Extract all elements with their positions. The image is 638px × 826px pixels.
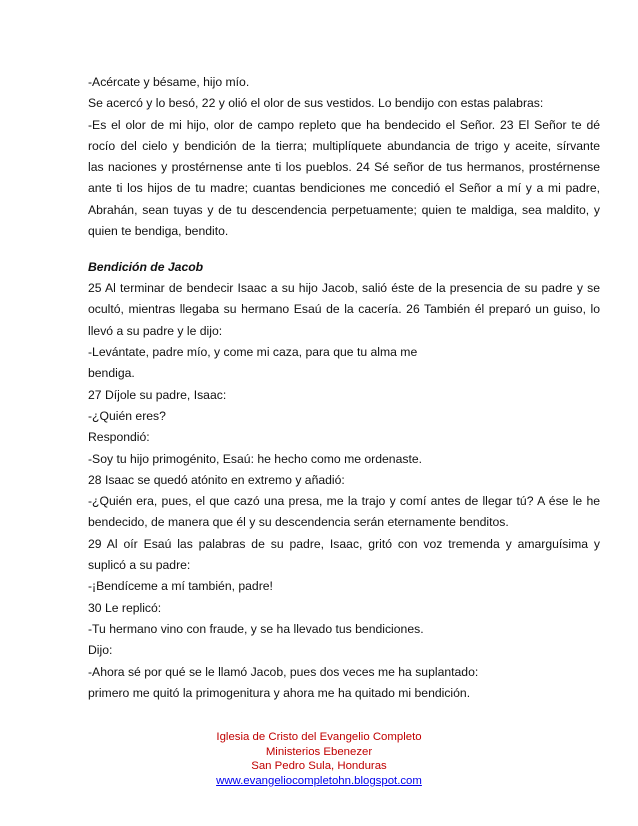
text-line: bendecido, de manera que él y su descendencia serán eternamente benditos. <box>88 515 509 530</box>
text-line: -Soy tu hijo primogénito, Esaú: he hecho como me ordenaste. <box>88 451 422 466</box>
page-footer <box>0 730 638 788</box>
text-line: 25 Al terminar de bendecir Isaac a su hijo Jacob, salió éste de la presencia de su padre y se <box>88 281 600 296</box>
text-line: -Levántate, padre mío, y come mi caza, para que tu alma me <box>88 345 418 360</box>
footer-location: San Pedro Sula, Honduras <box>251 760 387 773</box>
page-body <box>88 72 600 704</box>
text-line: 29 Al oír Esaú las palabras de su padre, Isaac, gritó con voz tremenda y amarguísima y <box>88 536 600 551</box>
text-line: -Ahora sé por qué se le llamó Jacob, pues dos veces me ha suplantado: <box>88 664 479 679</box>
footer-website-link[interactable]: www.evangeliocompletohn.blogspot.com <box>216 774 422 787</box>
text-line: quien te bendiga, bendito. <box>88 224 229 239</box>
text-line: Abrahán, sean tuyas y de tu descendencia perpetuamente; quien te maldiga, sea maldito, y <box>88 202 600 217</box>
text-line: las naciones y prostérnense ante ti los pueblos. 24 Sé señor de tus hermanos, prostérnense <box>88 160 600 175</box>
text-line: 30 Le replicó: <box>88 600 162 615</box>
text-line: 28 Isaac se quedó atónito en extremo y añadió: <box>88 472 345 487</box>
passage-block-2 <box>88 278 600 704</box>
passage-block-1 <box>88 72 600 242</box>
text-line: rocío del cielo y bendición de la tierra; multiplíquete abundancia de trigo y aceite, sírvante <box>88 138 600 153</box>
paragraph-gap <box>88 242 600 257</box>
text-line: ocultó, mientras llegaba su hermano Esaú de la cacería. 26 También él preparó un guiso, lo <box>88 302 600 317</box>
text-line: -¡Bendíceme a mí también, padre! <box>88 579 273 594</box>
text-line: llevó a su padre y le dijo: <box>88 323 223 338</box>
text-line: -Acércate y bésame, hijo mío. <box>88 75 250 89</box>
text-line: Dijo: <box>88 643 113 658</box>
text-line: 27 Díjole su padre, Isaac: <box>88 387 227 402</box>
text-line: -¿Quién era, pues, el que cazó una presa, me la trajo y comí antes de llegar tú? A ése le he <box>88 494 600 509</box>
section-heading: Bendición de Jacob <box>88 259 204 274</box>
text-line: Se acercó y lo besó, 22 y olió el olor de sus vestidos. Lo bendijo con estas palabras: <box>88 96 544 111</box>
footer-ministry-name: Ministerios Ebenezer <box>265 745 373 758</box>
text-line: ante ti los hijos de tu madre; cuantas bendiciones me concedió el Señor a mí y a mi padre, <box>88 181 600 196</box>
footer-church-name: Iglesia de Cristo del Evangelio Completo <box>216 731 422 743</box>
text-line: suplicó a su padre: <box>88 558 191 573</box>
text-line: -Es el olor de mi hijo, olor de campo repleto que ha bendecido el Señor. 23 El Señor te dé <box>88 117 600 132</box>
text-line: primero me quitó la primogenitura y ahora me ha quitado mi bendición. <box>88 685 471 700</box>
text-line: bendiga. <box>88 366 135 381</box>
text-line: Respondió: <box>88 430 150 445</box>
text-line: -Tu hermano vino con fraude, y se ha llevado tus bendiciones. <box>88 621 424 636</box>
text-line: -¿Quién eres? <box>88 408 166 423</box>
